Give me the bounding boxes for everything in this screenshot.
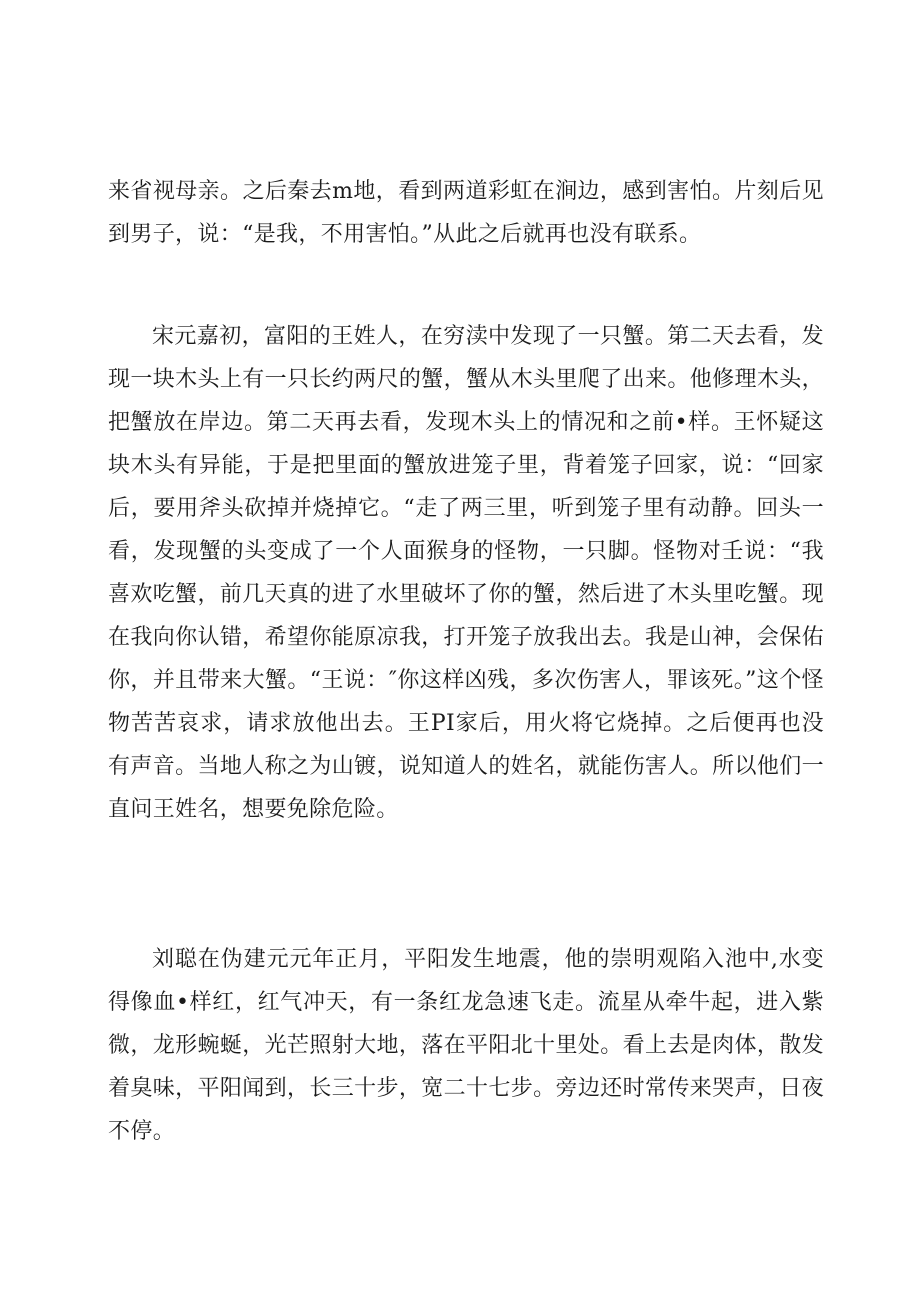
paragraph-3: 刘聪在伪建元元年正月，平阳发生地震，他的崇明观陷入池中,水变得像血•样红，红气冲天，有一条红龙急速飞走。流星从牵牛起，进入紫微，龙形蜿蜒，光芒照射大地，落在平阳北十里处。看上去是肉体，散发着臭味，平阳闻到，长三十步，宽二十七步。旁边还时常传来哭声，日夜不停。 (108, 947, 824, 1144)
paragraph-2: 宋元嘉初，富阳的王姓人，在穷渎中发现了一只蟹。第二天去看，发现一块木头上有一只长约两尺的蟹，蟹从木头里爬了出来。他修理木头，把蟹放在岸边。第二天再去看，发现木头上的情况和之前•样。王怀疑这块木头有异能，于是把里面的蟹放进笼子里，背着笼子回家，说：“回家后，要用斧头砍掉并烧掉它。“走了两三里，听到笼子里有动静。回头一看，发现蟹的头变成了一个人面猴身的怪物，一只脚。怪物对壬说：“我喜欢吃蟹，前几天真的进了水里破坏了你的蟹，然后进了木头里吃蟹。现在我向你认错，希望你能原凉我，打开笼子放我出去。我是山神，会保佑你，并且带来大蟹。“王说：″你这样凶残，多次伤害人，罪该死。”这个怪物苦苦哀求，请求放他出去。王PI家后，用火将它烧掉。之后便再也没有声音。当地人称之为山镀，说知道人的姓名，就能伤害人。所以他们一直问王姓名，想要免除危险。 (108, 324, 824, 822)
paragraph-1: 来省视母亲。之后秦去m地，看到两道彩虹在涧边，感到害怕。片刻后见到男子，说：“是我，不用害怕。”从此之后就再也没有联系。 (108, 179, 824, 247)
